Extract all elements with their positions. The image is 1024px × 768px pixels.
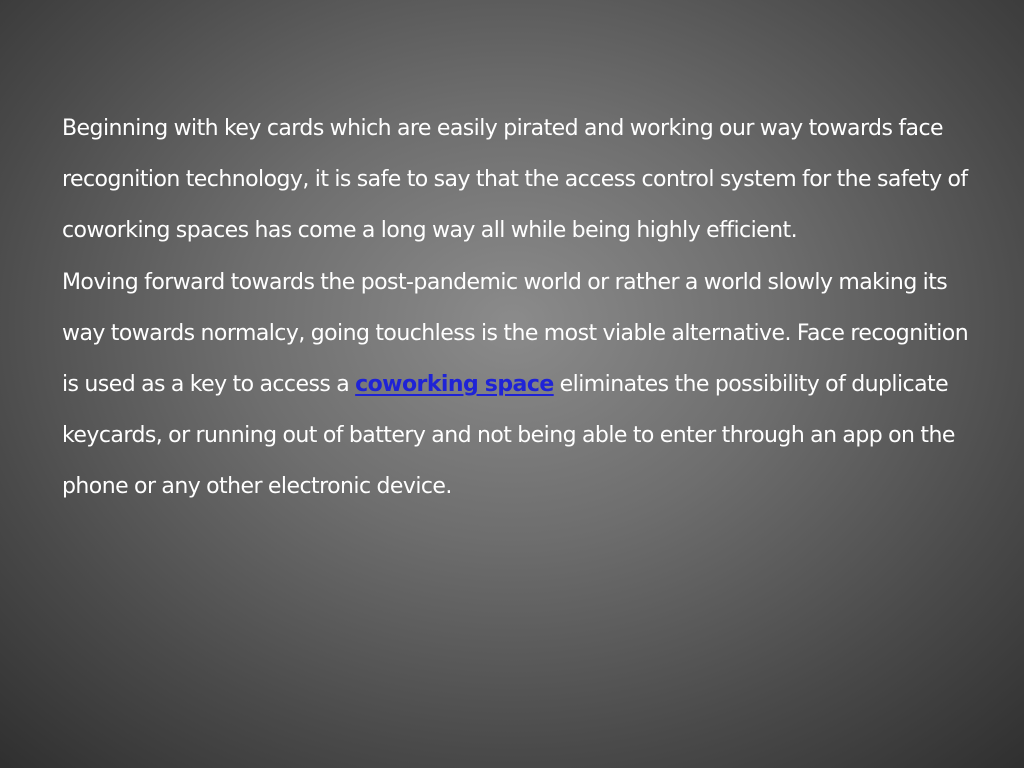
- paragraph-touchless-text-start: Moving forward towards the post-pandemic world or rather a world slowly making its way towards normalcy, going touchless is the most viable alternative. Face recognition is used as a key to access a: [62, 269, 969, 398]
- paragraph-touchless-text-end: eliminates the possibility of duplicate keycards, or running out of battery and not being able to enter through an app on the phone or any other electronic device.: [62, 372, 955, 500]
- paragraph-key-cards-text: Beginning with key cards which are easily pirated and working our way towards face recognition technology, it is safe to say that the access control system for the safety of coworking spaces has come a long way all while being highly efficient.: [62, 116, 968, 244]
- paragraph-key-cards: [62, 103, 972, 257]
- coworking-space-link[interactable]: coworking space: [355, 372, 554, 398]
- paragraph-touchless: [62, 257, 972, 513]
- body-text-block: [62, 103, 972, 513]
